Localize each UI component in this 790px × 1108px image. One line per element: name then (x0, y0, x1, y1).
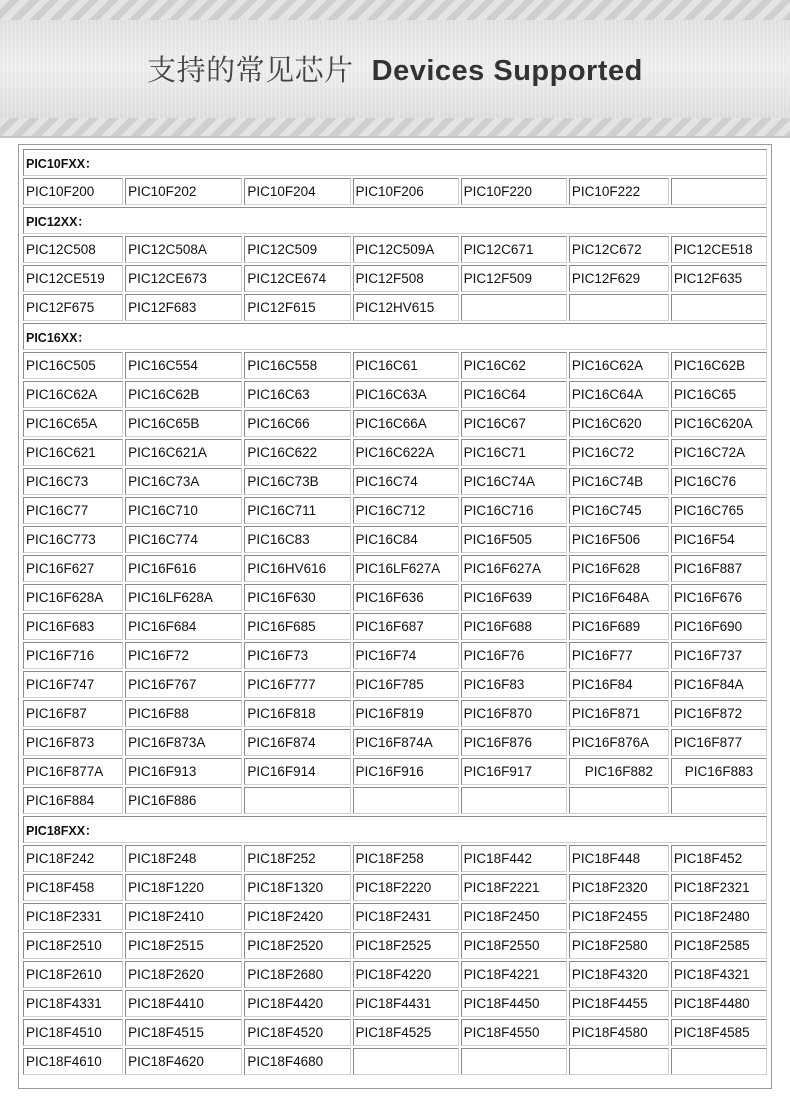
device-cell: PIC10F220 (461, 178, 567, 205)
group-header-row (23, 149, 767, 176)
device-cell: PIC12F615 (244, 294, 350, 321)
device-cell: PIC16C710 (125, 497, 242, 524)
group-header: PIC12XX： (23, 207, 767, 234)
device-cell: PIC18F4550 (461, 1019, 567, 1046)
device-cell: PIC18F4221 (461, 961, 567, 988)
table-row (23, 700, 767, 727)
device-cell: PIC18F2525 (353, 932, 459, 959)
device-cell: PIC16C712 (353, 497, 459, 524)
device-cell: PIC16F882 (569, 758, 669, 785)
device-cell: PIC16F627 (23, 555, 123, 582)
table-row (23, 642, 767, 669)
device-cell: PIC16F630 (244, 584, 350, 611)
device-cell: PIC16F77 (569, 642, 669, 669)
device-cell: PIC16C745 (569, 497, 669, 524)
empty-cell (353, 1048, 459, 1075)
device-cell: PIC12F629 (569, 265, 669, 292)
device-cell: PIC16F54 (671, 526, 767, 553)
empty-cell (461, 294, 567, 321)
device-cell: PIC18F2431 (353, 903, 459, 930)
device-cell: PIC10F206 (353, 178, 459, 205)
device-cell: PIC18F2510 (23, 932, 123, 959)
device-cell: PIC18F258 (353, 845, 459, 872)
device-cell: PIC18F452 (671, 845, 767, 872)
table-row (23, 439, 767, 466)
device-cell: PIC16F616 (125, 555, 242, 582)
device-cell: PIC18F4321 (671, 961, 767, 988)
device-cell: PIC16F871 (569, 700, 669, 727)
device-cell: PIC16LF628A (125, 584, 242, 611)
device-cell: PIC16F876A (569, 729, 669, 756)
device-cell: PIC16C62B (125, 381, 242, 408)
device-cell: PIC16C67 (461, 410, 567, 437)
table-row (23, 584, 767, 611)
device-cell: PIC16C621A (125, 439, 242, 466)
device-cell: PIC18F448 (569, 845, 669, 872)
empty-cell (671, 787, 767, 814)
table-row (23, 729, 767, 756)
device-cell: PIC12C672 (569, 236, 669, 263)
device-cell: PIC16C620A (671, 410, 767, 437)
device-cell: PIC16F874A (353, 729, 459, 756)
device-cell: PIC18F4410 (125, 990, 242, 1017)
device-cell: PIC18F4525 (353, 1019, 459, 1046)
device-cell: PIC16C77 (23, 497, 123, 524)
device-cell: PIC18F4320 (569, 961, 669, 988)
device-cell: PIC18F2221 (461, 874, 567, 901)
group-header-row (23, 816, 767, 843)
device-cell: PIC16C62A (569, 352, 669, 379)
device-cell: PIC18F4450 (461, 990, 567, 1017)
device-cell: PIC16C74B (569, 468, 669, 495)
table-row (23, 265, 767, 292)
device-cell: PIC12F635 (671, 265, 767, 292)
device-cell: PIC16F886 (125, 787, 242, 814)
device-cell: PIC16C63 (244, 381, 350, 408)
device-cell: PIC18F2550 (461, 932, 567, 959)
device-cell: PIC16C72 (569, 439, 669, 466)
table-row (23, 294, 767, 321)
table-row (23, 236, 767, 263)
device-cell: PIC18F1320 (244, 874, 350, 901)
group-header: PIC18FXX： (23, 816, 767, 843)
device-cell: PIC16C620 (569, 410, 669, 437)
device-cell: PIC18F248 (125, 845, 242, 872)
table-row (23, 990, 767, 1017)
device-cell: PIC16F687 (353, 613, 459, 640)
table-row (23, 758, 767, 785)
page-title-chinese: 支持的常见芯片 (147, 53, 354, 87)
device-cell: PIC18F1220 (125, 874, 242, 901)
table-row (23, 526, 767, 553)
device-cell: PIC16F87 (23, 700, 123, 727)
device-cell: PIC18F4580 (569, 1019, 669, 1046)
empty-cell (671, 294, 767, 321)
device-cell: PIC18F442 (461, 845, 567, 872)
device-cell: PIC12C508A (125, 236, 242, 263)
device-cell: PIC16HV616 (244, 555, 350, 582)
device-cell: PIC18F2580 (569, 932, 669, 959)
empty-cell (461, 787, 567, 814)
device-cell: PIC16C74 (353, 468, 459, 495)
device-cell: PIC16C765 (671, 497, 767, 524)
device-cell: PIC16F689 (569, 613, 669, 640)
device-cell: PIC16F873 (23, 729, 123, 756)
device-cell: PIC18F4520 (244, 1019, 350, 1046)
page-title (0, 48, 790, 89)
device-cell: PIC16C74A (461, 468, 567, 495)
device-cell: PIC12CE519 (23, 265, 123, 292)
table-row (23, 1048, 767, 1075)
devices-table-body (23, 149, 767, 1075)
empty-cell (461, 1048, 567, 1075)
device-cell: PIC18F4585 (671, 1019, 767, 1046)
device-cell: PIC16C84 (353, 526, 459, 553)
devices-table-frame (18, 144, 772, 1089)
device-cell: PIC16F628 (569, 555, 669, 582)
device-cell: PIC16F76 (461, 642, 567, 669)
device-cell: PIC16F84A (671, 671, 767, 698)
device-cell: PIC10F204 (244, 178, 350, 205)
device-cell: PIC18F2331 (23, 903, 123, 930)
device-cell: PIC12CE673 (125, 265, 242, 292)
device-cell: PIC18F4420 (244, 990, 350, 1017)
device-cell: PIC16C62A (23, 381, 123, 408)
device-cell: PIC16C711 (244, 497, 350, 524)
empty-cell (569, 1048, 669, 1075)
table-row (23, 497, 767, 524)
group-header: PIC16XX： (23, 323, 767, 350)
device-cell: PIC12C671 (461, 236, 567, 263)
device-cell: PIC16F916 (353, 758, 459, 785)
device-cell: PIC12F508 (353, 265, 459, 292)
device-cell: PIC16F83 (461, 671, 567, 698)
device-cell: PIC12C508 (23, 236, 123, 263)
device-cell: PIC16C64 (461, 381, 567, 408)
device-cell: PIC18F4515 (125, 1019, 242, 1046)
device-cell: PIC16C622 (244, 439, 350, 466)
device-cell: PIC16C621 (23, 439, 123, 466)
device-cell: PIC16F914 (244, 758, 350, 785)
device-cell: PIC16F777 (244, 671, 350, 698)
device-cell: PIC16F628A (23, 584, 123, 611)
device-cell: PIC16F917 (461, 758, 567, 785)
devices-table (21, 147, 769, 1077)
device-cell: PIC18F4510 (23, 1019, 123, 1046)
device-cell: PIC18F2515 (125, 932, 242, 959)
device-cell: PIC16C62 (461, 352, 567, 379)
empty-cell (671, 1048, 767, 1075)
device-cell: PIC16F873A (125, 729, 242, 756)
device-cell: PIC16C65A (23, 410, 123, 437)
group-header-row (23, 323, 767, 350)
empty-cell (569, 294, 669, 321)
device-cell: PIC16F683 (23, 613, 123, 640)
table-row (23, 613, 767, 640)
device-cell: PIC12C509 (244, 236, 350, 263)
table-row (23, 787, 767, 814)
group-header: PIC10FXX： (23, 149, 767, 176)
device-cell: PIC16F819 (353, 700, 459, 727)
table-row (23, 555, 767, 582)
device-cell: PIC18F4455 (569, 990, 669, 1017)
device-cell: PIC16C773 (23, 526, 123, 553)
device-cell: PIC16F627A (461, 555, 567, 582)
device-cell: PIC16C65B (125, 410, 242, 437)
device-cell: PIC18F2450 (461, 903, 567, 930)
empty-cell (353, 787, 459, 814)
device-cell: PIC16C554 (125, 352, 242, 379)
banner-pattern-bottom (0, 118, 790, 136)
device-cell: PIC16C62B (671, 352, 767, 379)
device-cell: PIC10F200 (23, 178, 123, 205)
device-cell: PIC12F509 (461, 265, 567, 292)
device-cell: PIC18F2420 (244, 903, 350, 930)
device-cell: PIC18F2585 (671, 932, 767, 959)
device-cell: PIC16F872 (671, 700, 767, 727)
device-cell: PIC18F4431 (353, 990, 459, 1017)
device-cell: PIC16C61 (353, 352, 459, 379)
device-cell: PIC16LF627A (353, 555, 459, 582)
device-cell: PIC18F2680 (244, 961, 350, 988)
device-cell: PIC16C716 (461, 497, 567, 524)
device-cell: PIC16C64A (569, 381, 669, 408)
device-cell: PIC16F716 (23, 642, 123, 669)
device-cell: PIC16F505 (461, 526, 567, 553)
header-banner (0, 0, 790, 138)
device-cell: PIC16F870 (461, 700, 567, 727)
device-cell: PIC18F2520 (244, 932, 350, 959)
device-cell: PIC16F887 (671, 555, 767, 582)
device-cell: PIC16C66 (244, 410, 350, 437)
device-cell: PIC18F4680 (244, 1048, 350, 1075)
device-cell: PIC16C73A (125, 468, 242, 495)
device-cell: PIC18F2320 (569, 874, 669, 901)
device-cell: PIC12F683 (125, 294, 242, 321)
device-cell: PIC16C76 (671, 468, 767, 495)
table-row (23, 874, 767, 901)
device-cell: PIC12F675 (23, 294, 123, 321)
table-row (23, 932, 767, 959)
table-row (23, 468, 767, 495)
device-cell: PIC16C63A (353, 381, 459, 408)
device-cell: PIC16F639 (461, 584, 567, 611)
device-cell: PIC18F2455 (569, 903, 669, 930)
device-cell: PIC16C73 (23, 468, 123, 495)
device-cell: PIC18F4610 (23, 1048, 123, 1075)
device-cell: PIC10F202 (125, 178, 242, 205)
empty-cell (671, 178, 767, 205)
device-cell: PIC16C83 (244, 526, 350, 553)
table-row (23, 671, 767, 698)
device-cell: PIC16F84 (569, 671, 669, 698)
device-cell: PIC16F74 (353, 642, 459, 669)
device-cell: PIC18F252 (244, 845, 350, 872)
device-cell: PIC18F2410 (125, 903, 242, 930)
device-cell: PIC16C73B (244, 468, 350, 495)
device-cell: PIC10F222 (569, 178, 669, 205)
table-row (23, 410, 767, 437)
device-cell: PIC16C558 (244, 352, 350, 379)
device-cell: PIC16F874 (244, 729, 350, 756)
device-cell: PIC12HV615 (353, 294, 459, 321)
page-title-english: Devices Supported (371, 55, 643, 87)
device-cell: PIC16F73 (244, 642, 350, 669)
device-cell: PIC18F2321 (671, 874, 767, 901)
device-cell: PIC12CE674 (244, 265, 350, 292)
device-cell: PIC18F2480 (671, 903, 767, 930)
device-cell: PIC16F688 (461, 613, 567, 640)
banner-pattern-top (0, 0, 790, 20)
device-cell: PIC16F648A (569, 584, 669, 611)
device-cell: PIC18F2620 (125, 961, 242, 988)
device-cell: PIC16F818 (244, 700, 350, 727)
table-row (23, 381, 767, 408)
device-cell: PIC16F877 (671, 729, 767, 756)
device-cell: PIC18F4480 (671, 990, 767, 1017)
empty-cell (244, 787, 350, 814)
table-row (23, 845, 767, 872)
device-cell: PIC16F685 (244, 613, 350, 640)
device-cell: PIC16F636 (353, 584, 459, 611)
device-cell: PIC18F4331 (23, 990, 123, 1017)
group-header-row (23, 207, 767, 234)
device-cell: PIC16F877A (23, 758, 123, 785)
table-row (23, 352, 767, 379)
device-cell: PIC16C71 (461, 439, 567, 466)
device-cell: PIC16F676 (671, 584, 767, 611)
table-row (23, 961, 767, 988)
device-cell: PIC18F2220 (353, 874, 459, 901)
empty-cell (569, 787, 669, 814)
device-cell: PIC16F72 (125, 642, 242, 669)
device-cell: PIC16F684 (125, 613, 242, 640)
device-cell: PIC16C622A (353, 439, 459, 466)
device-cell: PIC16C505 (23, 352, 123, 379)
device-cell: PIC16C66A (353, 410, 459, 437)
device-cell: PIC18F4620 (125, 1048, 242, 1075)
device-cell: PIC16F876 (461, 729, 567, 756)
device-cell: PIC16F767 (125, 671, 242, 698)
device-cell: PIC18F4220 (353, 961, 459, 988)
device-cell: PIC16C72A (671, 439, 767, 466)
device-cell: PIC16C65 (671, 381, 767, 408)
device-cell: PIC16F785 (353, 671, 459, 698)
table-row (23, 178, 767, 205)
device-cell: PIC16F737 (671, 642, 767, 669)
device-cell: PIC16F883 (671, 758, 767, 785)
device-cell: PIC18F242 (23, 845, 123, 872)
device-cell: PIC16F884 (23, 787, 123, 814)
device-cell: PIC12CE518 (671, 236, 767, 263)
device-cell: PIC16F690 (671, 613, 767, 640)
device-cell: PIC16C774 (125, 526, 242, 553)
device-cell: PIC12C509A (353, 236, 459, 263)
device-cell: PIC16F88 (125, 700, 242, 727)
table-row (23, 903, 767, 930)
device-cell: PIC16F913 (125, 758, 242, 785)
device-cell: PIC18F2610 (23, 961, 123, 988)
device-cell: PIC16F506 (569, 526, 669, 553)
table-row (23, 1019, 767, 1046)
device-cell: PIC16F747 (23, 671, 123, 698)
device-cell: PIC18F458 (23, 874, 123, 901)
